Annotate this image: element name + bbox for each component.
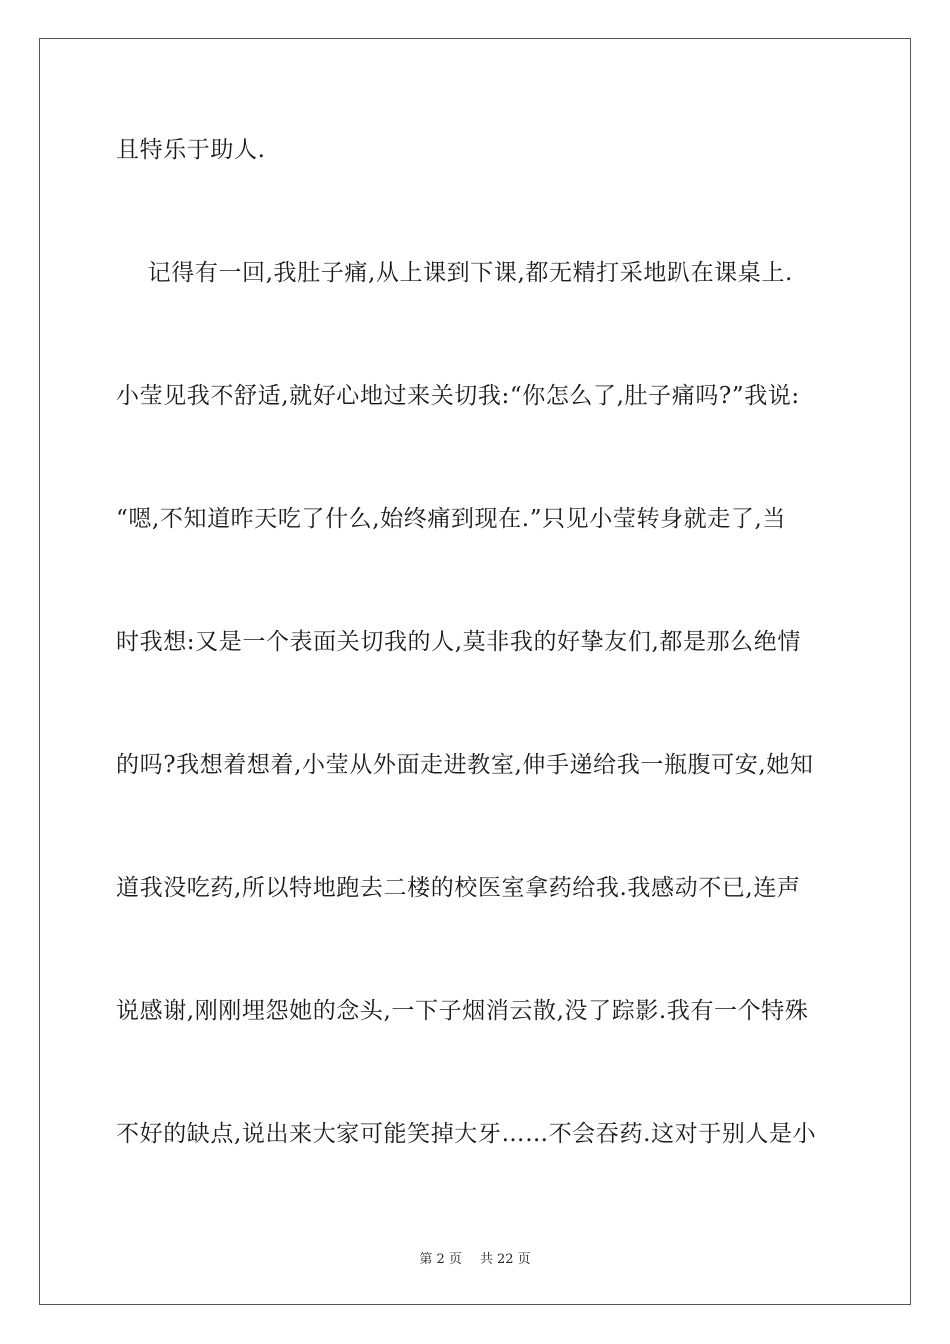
page-border — [39, 38, 911, 1305]
paragraph-start-line: 记得有一回,我肚子痛,从上课到下课,都无精打采地趴在课桌上. — [116, 260, 793, 286]
text-line: 不好的缺点,说出来大家可能笑掉大牙……不会吞药.这对于别人是小 — [116, 1121, 817, 1147]
page-footer — [0, 1248, 950, 1267]
text-line: 道我没吃药,所以特地跑去二楼的校医室拿药给我.我感动不已,连声 — [116, 875, 801, 901]
text-line: 的吗?我想着想着,小莹从外面走进教室,伸手递给我一瓶腹可安,她知 — [116, 752, 814, 778]
text-line: 说感谢,刚刚埋怨她的念头,一下子烟消云散,没了踪影.我有一个特殊 — [116, 998, 809, 1024]
total-pages: 共 22 页 — [479, 1252, 531, 1267]
text-line: “嗯,不知道昨天吃了什么,始终痛到现在.”只见小莹转身就走了,当 — [116, 506, 786, 532]
text-line: 且特乐于助人. — [116, 137, 266, 163]
text-line: 时我想:又是一个表面关切我的人,莫非我的好挚友们,都是那么绝情 — [116, 629, 801, 655]
text-line: 小莹见我不舒适,就好心地过来关切我:“你怎么了,肚子痛吗?”我说: — [116, 383, 800, 409]
page-number: 第 2 页 — [419, 1252, 462, 1267]
